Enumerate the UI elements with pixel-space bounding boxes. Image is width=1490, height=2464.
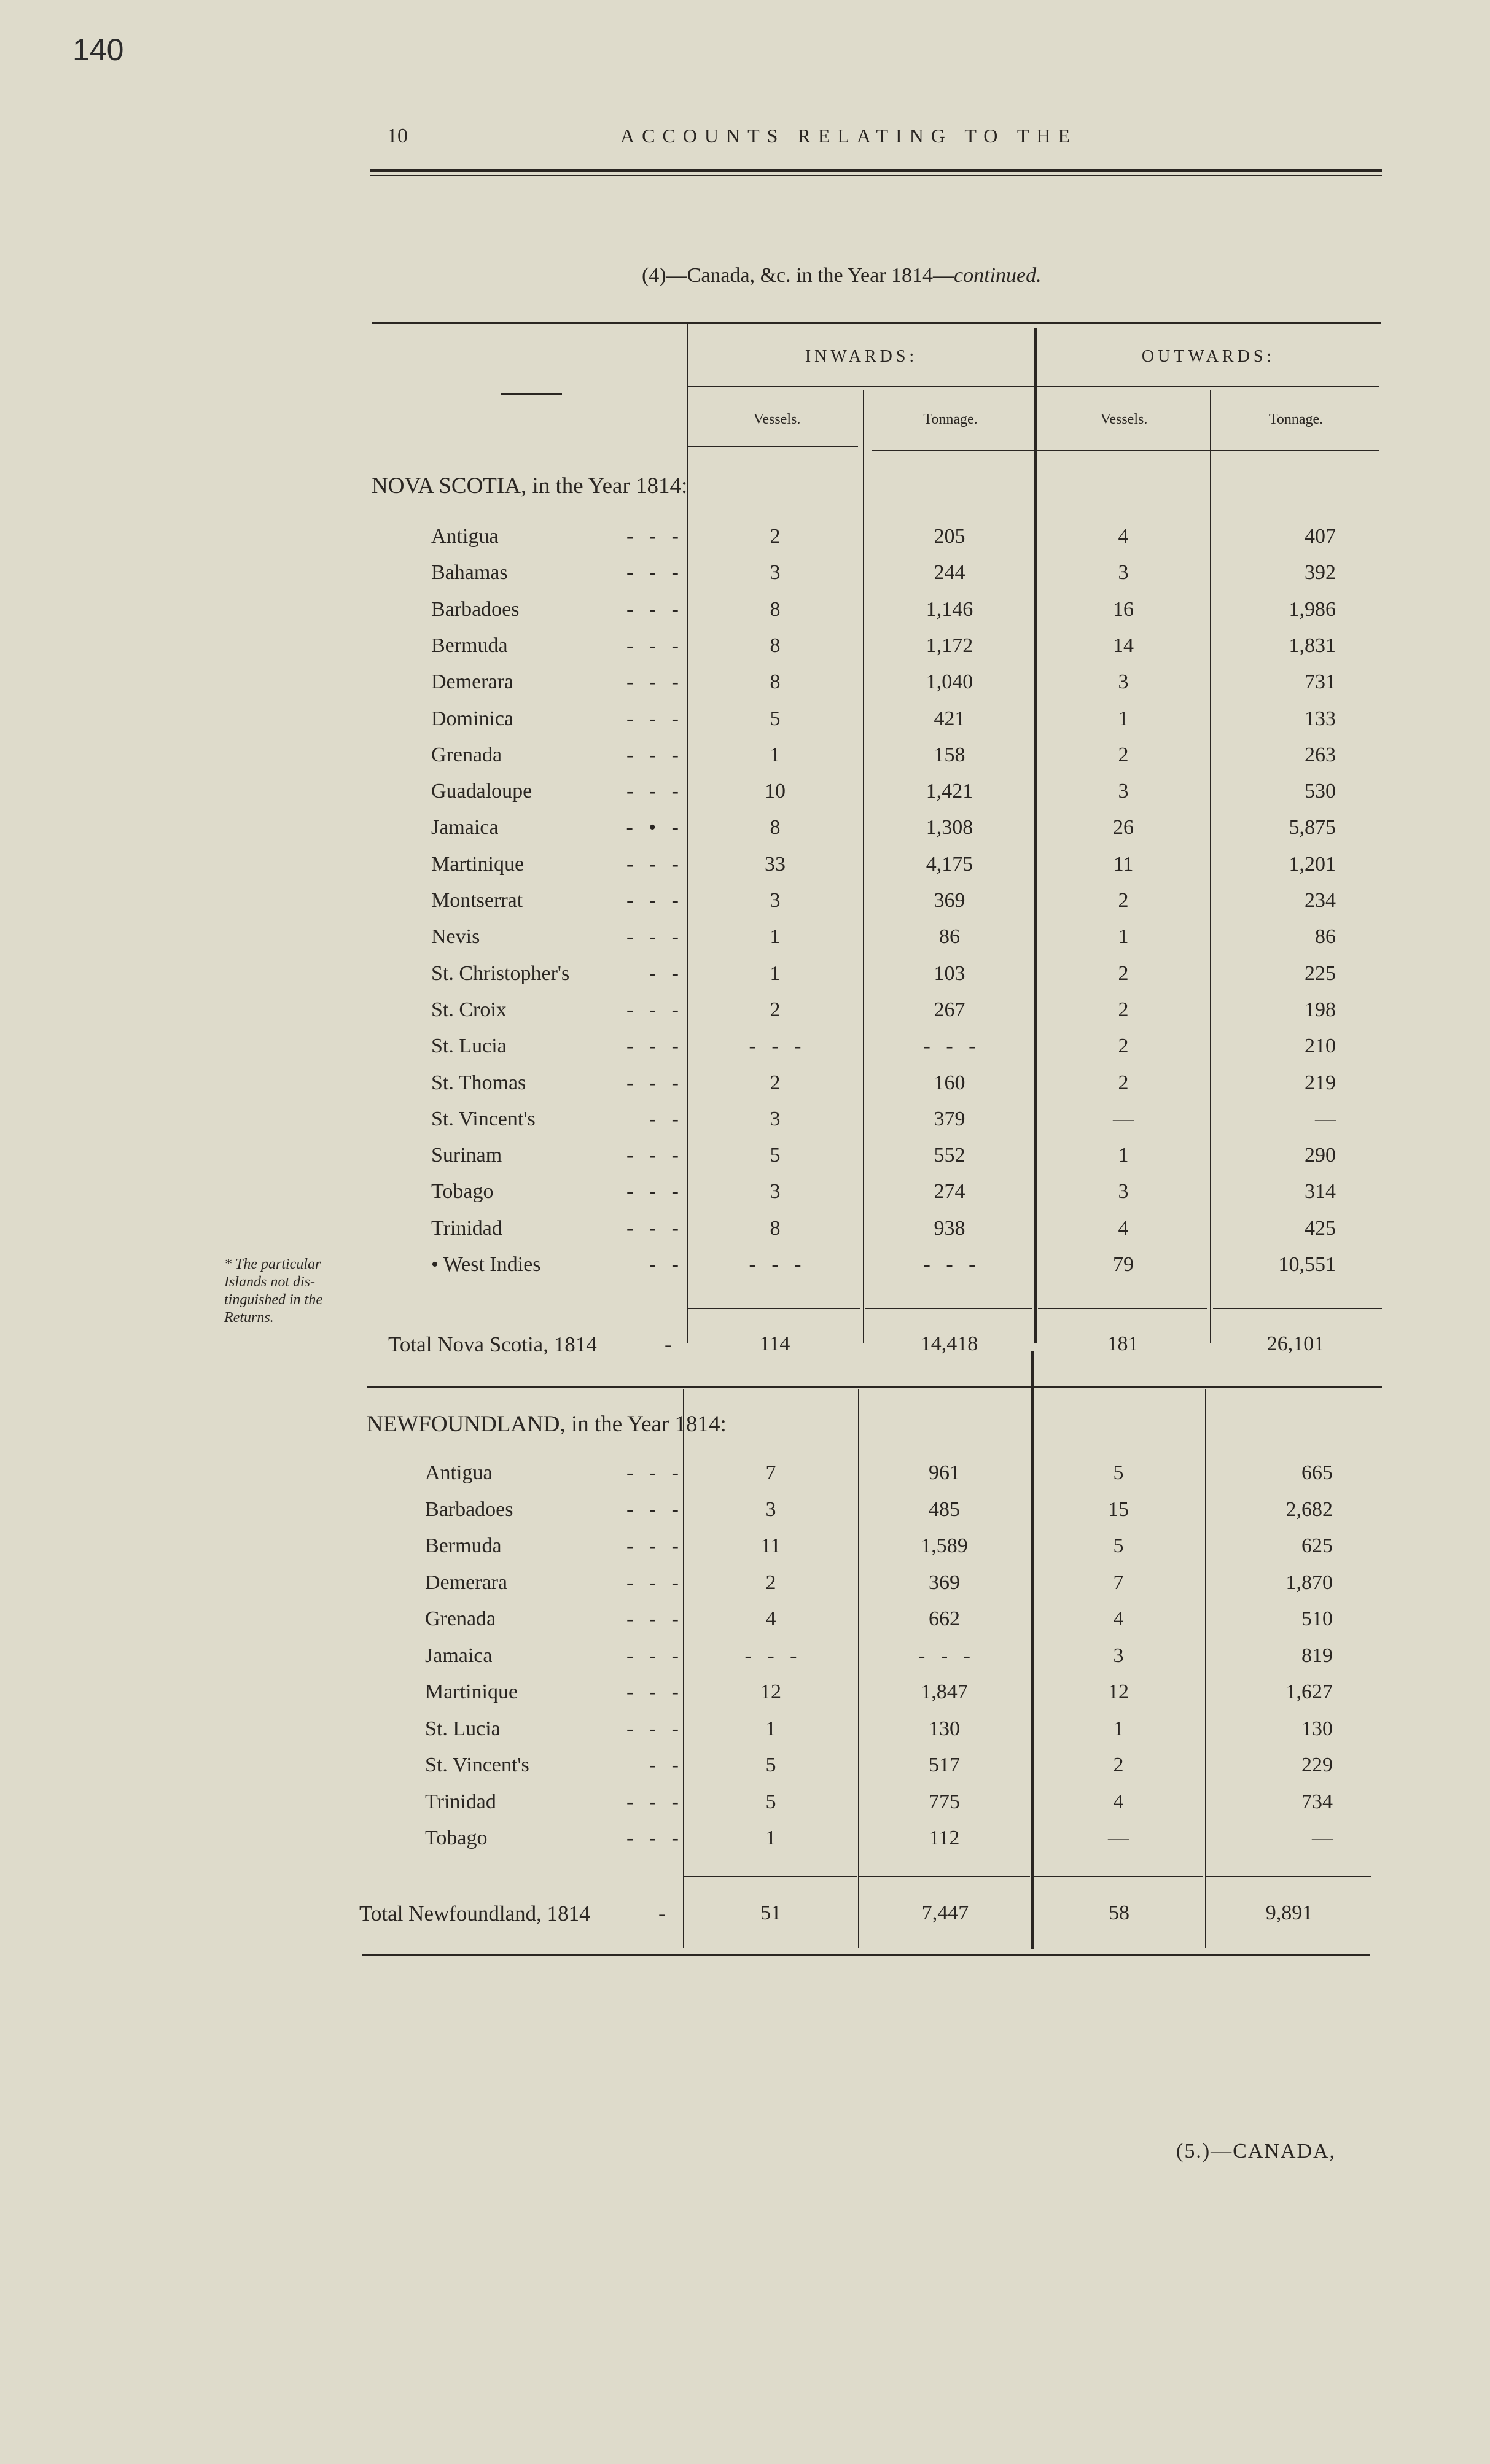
inwards-tonnage-cell: - - -	[923, 1035, 976, 1058]
leader-dashes: - - -	[626, 1571, 679, 1594]
inwards-vessels-cell: 5	[770, 707, 781, 730]
inwards-tonnage-cell: 112	[929, 1827, 960, 1849]
leader-dashes: - - -	[626, 1180, 679, 1203]
inwards-vessels-cell: 3	[770, 889, 781, 912]
inwards-tonnage-cell: - - -	[918, 1644, 970, 1667]
inwards-tonnage-cell: - - -	[923, 1253, 976, 1276]
outwards-vessels-cell: —	[1108, 1827, 1129, 1849]
inwards-tonnage-cell: 130	[929, 1717, 960, 1740]
inwards-tonnage-cell: 1,421	[926, 780, 973, 803]
outwards-tonnage-cell: 425	[1305, 1216, 1336, 1240]
place-name: St. Croix	[431, 998, 507, 1021]
inwards-tonnage-cell: 244	[934, 561, 965, 585]
nf-total-dash: -	[658, 1902, 666, 1926]
outwards-tonnage-cell: 229	[1301, 1754, 1333, 1776]
outwards-vessels-cell: 4	[1118, 1216, 1129, 1240]
inwards-tonnage-header: Tonnage.	[923, 411, 978, 427]
nf-col-rule-in-tonnage	[858, 1389, 859, 1948]
outwards-vessels-cell: 1	[1118, 707, 1129, 730]
ns-total-out-vessels: 181	[1107, 1332, 1139, 1355]
inwards-vessels-cell: 1	[770, 743, 781, 766]
place-name: St. Lucia	[431, 1035, 507, 1058]
outwards-vessels-cell: 7	[1113, 1571, 1124, 1594]
inwards-vessels-cell: 11	[760, 1534, 781, 1557]
outwards-tonnage-cell: —	[1315, 1107, 1336, 1130]
outwards-tonnage-cell: 1,986	[1289, 597, 1336, 621]
leader-dashes: - - -	[626, 1534, 679, 1557]
leader-dashes: - - -	[626, 925, 679, 949]
outwards-vessels-cell: 2	[1118, 1071, 1129, 1094]
inwards-tonnage-cell: 1,589	[921, 1534, 968, 1557]
inwards-tonnage-cell: 4,175	[926, 852, 973, 876]
place-name: Tobago	[425, 1827, 488, 1849]
leader-dashes: - - -	[626, 1790, 679, 1813]
place-name: Trinidad	[425, 1790, 496, 1813]
outwards-tonnage-cell: 198	[1305, 998, 1336, 1021]
place-name: Antigua	[431, 525, 499, 548]
outwards-tonnage-cell: 819	[1301, 1644, 1333, 1667]
nf-total-out-tonnage: 9,891	[1265, 1902, 1313, 1924]
inwards-vessels-cell: 4	[765, 1607, 776, 1630]
place-name: Bermuda	[425, 1534, 502, 1557]
inwards-tonnage-cell: 379	[934, 1107, 965, 1130]
inwards-vessels-header: Vessels.	[753, 411, 801, 427]
ns-total-rule-2	[865, 1308, 1032, 1309]
outwards-tonnage-cell: 1,831	[1289, 634, 1336, 657]
outwards-vessels-cell: 4	[1118, 525, 1129, 548]
outwards-header: OUTWARDS:	[1141, 347, 1276, 366]
subtitle-text: (4)—Canada, &c. in the Year 1814—	[642, 264, 954, 287]
outwards-tonnage-cell: 219	[1305, 1071, 1336, 1094]
outwards-tonnage-cell: —	[1312, 1827, 1333, 1849]
group-header-rule	[688, 386, 1379, 387]
place-name: Surinam	[431, 1144, 502, 1167]
leader-dashes: - - -	[626, 561, 679, 585]
place-name: Nevis	[431, 925, 480, 949]
header-rule-thin	[370, 175, 1382, 176]
outwards-vessels-cell: 3	[1118, 561, 1129, 585]
inwards-tonnage-cell: 274	[934, 1180, 965, 1203]
outwards-tonnage-cell: 1,627	[1285, 1681, 1333, 1703]
inwards-vessels-cell: 33	[765, 852, 786, 876]
inwards-vessels-cell: - - -	[749, 1253, 802, 1276]
leader-dashes: - - -	[626, 1071, 679, 1094]
outwards-vessels-cell: 5	[1113, 1461, 1124, 1484]
inwards-vessels-cell: 1	[765, 1827, 776, 1849]
inwards-tonnage-cell: 517	[929, 1754, 960, 1776]
inwards-tonnage-cell: 1,040	[926, 670, 973, 694]
catchword: (5.)—CANADA,	[1176, 2140, 1336, 2163]
footnote-line: Returns.	[224, 1310, 274, 1326]
outwards-tonnage-cell: 625	[1301, 1534, 1333, 1557]
outwards-vessels-cell: 2	[1118, 889, 1129, 912]
outwards-vessels-cell: 3	[1113, 1644, 1124, 1667]
outwards-vessels-cell: 2	[1118, 743, 1129, 766]
outwards-tonnage-cell: 86	[1315, 925, 1336, 949]
footnote-line: tinguished in the	[224, 1292, 322, 1308]
nf-total-rule-4	[1206, 1876, 1371, 1877]
col-rule-in-tonnage	[863, 390, 864, 1343]
subheader-rule-2	[872, 450, 1379, 451]
inwards-vessels-cell: 7	[765, 1461, 776, 1484]
inwards-tonnage-cell: 485	[929, 1498, 960, 1521]
nf-total-rule-1	[684, 1876, 857, 1877]
col-rule-outwards	[1034, 328, 1037, 1343]
inwards-vessels-cell: 10	[765, 780, 786, 803]
nf-total-out-vessels: 58	[1109, 1902, 1129, 1924]
subheader-rule-1	[688, 446, 858, 447]
leader-dashes: - - -	[626, 525, 679, 548]
leader-dashes: - -	[649, 1253, 679, 1276]
nf-total-rule-3	[1034, 1876, 1203, 1877]
place-name: St. Thomas	[431, 1071, 526, 1094]
nf-total-label: Total Newfoundland, 1814	[359, 1902, 590, 1926]
inwards-tonnage-cell: 961	[929, 1461, 960, 1484]
place-name: Barbadoes	[431, 597, 520, 621]
place-name: Dominica	[431, 707, 514, 730]
inwards-vessels-cell: 8	[770, 816, 781, 839]
outwards-tonnage-cell: 10,551	[1278, 1253, 1336, 1276]
header-rule	[370, 169, 1382, 172]
inwards-tonnage-cell: 103	[934, 962, 965, 985]
leader-dashes: - - -	[626, 998, 679, 1021]
inwards-vessels-cell: 12	[760, 1681, 781, 1703]
place-name: • West Indies	[431, 1253, 541, 1276]
footnote-line: Islands not dis-	[224, 1274, 316, 1290]
inwards-tonnage-cell: 369	[934, 889, 965, 912]
inwards-vessels-cell: - - -	[744, 1644, 797, 1667]
outwards-tonnage-cell: 731	[1305, 670, 1336, 694]
inwards-vessels-cell: 2	[765, 1571, 776, 1594]
place-name: Grenada	[425, 1607, 496, 1630]
ns-total-in-tonnage: 14,418	[920, 1332, 978, 1355]
ns-total-rule-3	[1038, 1308, 1207, 1309]
inwards-vessels-cell: 3	[770, 1180, 781, 1203]
place-name: St. Vincent's	[425, 1754, 529, 1776]
nf-total-in-vessels: 51	[760, 1902, 781, 1924]
inwards-tonnage-cell: 1,847	[921, 1681, 968, 1703]
nova-scotia-heading: NOVA SCOTIA, in the Year 1814:	[372, 473, 688, 499]
nf-total-rule-2	[859, 1876, 1030, 1877]
col-rule-out-tonnage	[1210, 390, 1211, 1343]
outwards-vessels-cell: 15	[1108, 1498, 1129, 1521]
inwards-vessels-cell: 5	[765, 1790, 776, 1813]
leader-dashes: - - -	[626, 1216, 679, 1240]
outwards-vessels-cell: 2	[1113, 1754, 1124, 1776]
place-name: Montserrat	[431, 889, 523, 912]
place-name: Trinidad	[431, 1216, 502, 1240]
inwards-vessels-cell: 1	[770, 925, 781, 949]
place-name: Barbadoes	[425, 1498, 513, 1521]
place-name: St. Christopher's	[431, 962, 570, 985]
leader-dashes: - - -	[626, 634, 679, 657]
outwards-vessels-header: Vessels.	[1100, 411, 1148, 427]
inwards-tonnage-cell: 160	[934, 1071, 965, 1094]
place-name: Bermuda	[431, 634, 508, 657]
leader-dashes: - - -	[626, 1035, 679, 1058]
place-name: St. Lucia	[425, 1717, 501, 1740]
ns-total-label: Total Nova Scotia, 1814	[388, 1332, 597, 1356]
outwards-vessels-cell: 2	[1118, 1035, 1129, 1058]
inwards-vessels-cell: 2	[770, 1071, 781, 1094]
inwards-vessels-cell: 5	[770, 1144, 781, 1167]
outwards-tonnage-cell: 210	[1305, 1035, 1336, 1058]
inwards-vessels-cell: 1	[770, 962, 781, 985]
inwards-vessels-cell: 8	[770, 670, 781, 694]
inwards-vessels-cell: 1	[765, 1717, 776, 1740]
place-name: Jamaica	[431, 816, 499, 839]
outwards-tonnage-cell: 510	[1301, 1607, 1333, 1630]
inwards-tonnage-cell: 662	[929, 1607, 960, 1630]
leader-dashes: - -	[649, 962, 679, 985]
inwards-vessels-cell: 3	[765, 1498, 776, 1521]
outwards-tonnage-cell: 1,870	[1285, 1571, 1333, 1594]
ns-total-rule-1	[688, 1308, 860, 1309]
outwards-vessels-cell: 2	[1118, 998, 1129, 1021]
header-page-number: 10	[387, 125, 408, 147]
inwards-header: INWARDS:	[805, 347, 918, 366]
page-number: 140	[72, 33, 124, 67]
outwards-vessels-cell: 16	[1113, 597, 1134, 621]
outwards-tonnage-cell: 290	[1305, 1144, 1336, 1167]
inwards-vessels-cell: 2	[770, 525, 781, 548]
outwards-vessels-cell: 12	[1108, 1681, 1129, 1703]
outwards-tonnage-cell: 234	[1305, 889, 1336, 912]
table-bottom-rule	[362, 1954, 1370, 1956]
newfoundland-heading: NEWFOUNDLAND, in the Year 1814:	[367, 1412, 727, 1437]
ns-total-rule-4	[1213, 1308, 1382, 1309]
place-name: Jamaica	[425, 1644, 493, 1667]
table-subtitle	[642, 264, 1042, 287]
inwards-tonnage-cell: 205	[934, 525, 965, 548]
leader-dashes: - - -	[626, 743, 679, 766]
inwards-vessels-cell: 8	[770, 1216, 781, 1240]
inwards-vessels-cell: 2	[770, 998, 781, 1021]
inwards-vessels-cell: 8	[770, 634, 781, 657]
inwards-vessels-cell: - - -	[749, 1035, 802, 1058]
inwards-tonnage-cell: 86	[939, 925, 960, 949]
leader-dashes: - - -	[626, 1498, 679, 1521]
inwards-tonnage-cell: 421	[934, 707, 965, 730]
outwards-vessels-cell: 3	[1118, 670, 1129, 694]
leader-dashes: - - -	[626, 707, 679, 730]
inwards-vessels-cell: 3	[770, 561, 781, 585]
header-dash	[501, 393, 562, 395]
section-divider	[367, 1386, 1382, 1388]
place-name: Grenada	[431, 743, 502, 766]
ns-total-out-tonnage: 26,101	[1266, 1332, 1325, 1355]
outwards-vessels-cell: 1	[1118, 925, 1129, 949]
place-name: Guadaloupe	[431, 780, 532, 803]
leader-dashes: - -	[649, 1754, 679, 1776]
outwards-vessels-cell: 79	[1113, 1253, 1134, 1276]
inwards-tonnage-cell: 1,308	[926, 816, 973, 839]
outwards-tonnage-cell: 5,875	[1289, 816, 1336, 839]
place-name: Tobago	[431, 1180, 494, 1203]
nf-total-in-tonnage: 7,447	[921, 1902, 969, 1924]
outwards-tonnage-cell: 263	[1305, 743, 1336, 766]
outwards-vessels-cell: 3	[1118, 780, 1129, 803]
inwards-vessels-cell: 3	[770, 1107, 781, 1130]
ns-total-dash: -	[665, 1332, 672, 1356]
outwards-vessels-cell: 26	[1113, 816, 1134, 839]
outwards-vessels-cell: 11	[1113, 852, 1134, 876]
leader-dashes: - - -	[626, 1144, 679, 1167]
outwards-tonnage-cell: 734	[1301, 1790, 1333, 1813]
leader-dashes: - - -	[626, 1827, 679, 1849]
leader-dashes: - - -	[626, 1607, 679, 1630]
leader-dashes: - • -	[626, 816, 679, 839]
outwards-vessels-cell: 1	[1113, 1717, 1124, 1740]
leader-dashes: - - -	[626, 670, 679, 694]
ns-total-in-vessels: 114	[759, 1332, 790, 1355]
place-name: Demerara	[431, 670, 514, 694]
inwards-tonnage-cell: 1,172	[926, 634, 973, 657]
footnote-line: * The particular	[224, 1256, 321, 1272]
inwards-vessels-cell: 8	[770, 597, 781, 621]
inwards-tonnage-cell: 369	[929, 1571, 960, 1594]
outwards-tonnage-cell: 130	[1301, 1717, 1333, 1740]
place-name: Bahamas	[431, 561, 508, 585]
inwards-tonnage-cell: 267	[934, 998, 965, 1021]
outwards-tonnage-cell: 530	[1305, 780, 1336, 803]
outwards-vessels-cell: 2	[1118, 962, 1129, 985]
outwards-tonnage-cell: 1,201	[1289, 852, 1336, 876]
outwards-vessels-cell: 3	[1118, 1180, 1129, 1203]
leader-dashes: - - -	[626, 1717, 679, 1740]
leader-dashes: - - -	[626, 597, 679, 621]
inwards-tonnage-cell: 552	[934, 1144, 965, 1167]
place-name: Martinique	[425, 1681, 518, 1703]
outwards-tonnage-cell: 225	[1305, 962, 1336, 985]
leader-dashes: - - -	[626, 889, 679, 912]
inwards-tonnage-cell: 775	[929, 1790, 960, 1813]
outwards-vessels-cell: 4	[1113, 1790, 1124, 1813]
outwards-tonnage-cell: 314	[1305, 1180, 1336, 1203]
leader-dashes: - -	[649, 1107, 679, 1130]
place-name: Demerara	[425, 1571, 508, 1594]
leader-dashes: - - -	[626, 852, 679, 876]
outwards-vessels-cell: 5	[1113, 1534, 1124, 1557]
leader-dashes: - - -	[626, 1681, 679, 1703]
leader-dashes: - - -	[626, 1461, 679, 1484]
nf-col-rule-out-tonnage	[1205, 1389, 1206, 1948]
leader-dashes: - - -	[626, 780, 679, 803]
place-name: Martinique	[431, 852, 525, 876]
outwards-vessels-cell: —	[1113, 1107, 1134, 1130]
inwards-tonnage-cell: 938	[934, 1216, 965, 1240]
outwards-vessels-cell: 14	[1113, 634, 1134, 657]
outwards-tonnage-cell: 2,682	[1285, 1498, 1333, 1521]
inwards-tonnage-cell: 158	[934, 743, 965, 766]
outwards-tonnage-cell: 133	[1305, 707, 1336, 730]
outwards-vessels-cell: 1	[1118, 1144, 1129, 1167]
outwards-tonnage-header: Tonnage.	[1268, 411, 1324, 427]
outwards-tonnage-cell: 392	[1305, 561, 1336, 585]
inwards-tonnage-cell: 1,146	[926, 597, 973, 621]
table-top-rule	[372, 322, 1381, 324]
inwards-vessels-cell: 5	[765, 1754, 776, 1776]
leader-dashes: - - -	[626, 1644, 679, 1667]
west-indies-footnote	[224, 1256, 365, 1327]
place-name: Antigua	[425, 1461, 493, 1484]
outwards-vessels-cell: 4	[1113, 1607, 1124, 1630]
outwards-tonnage-cell: 407	[1305, 525, 1336, 548]
nf-col-rule-in-vessels	[683, 1389, 684, 1948]
place-name: St. Vincent's	[431, 1107, 536, 1130]
subtitle-continued: continued.	[954, 264, 1042, 287]
running-header: ACCOUNTS RELATING TO THE	[620, 125, 1078, 147]
outwards-tonnage-cell: 665	[1301, 1461, 1333, 1484]
